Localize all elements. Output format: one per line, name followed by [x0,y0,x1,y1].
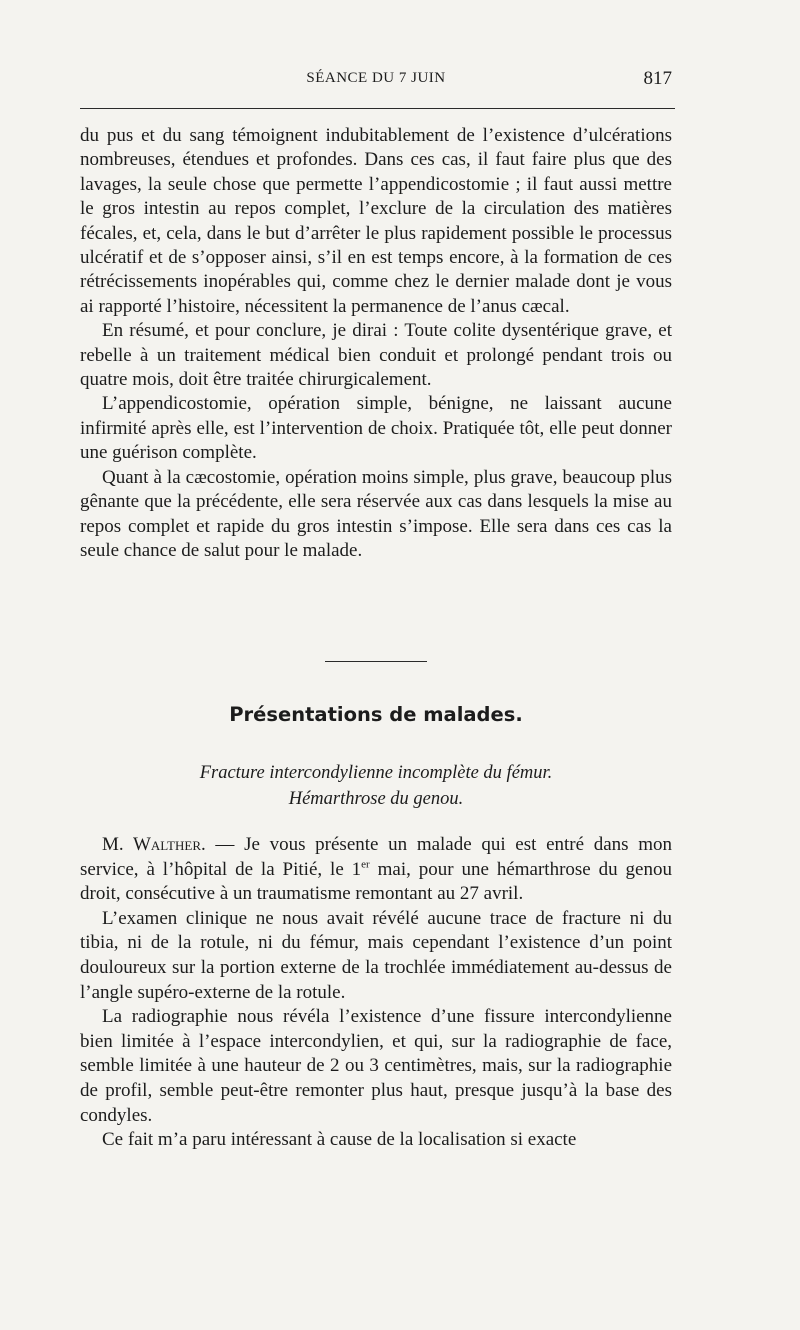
page-number: 817 [643,68,672,89]
ordinal-superscript: er [361,858,370,871]
presentation-text-a: — Je vous présente un malade qui est entré dans mon service, à l’hôpital de la Pitié, le 1 [80,834,673,880]
paragraph-appendicostomy: L’appendicostomie, opération simple, bénigne, ne laissant aucune infirmité après elle, est l’intervention de choix. Pratiquée tôt, elle peut donner une guérison complète. [80,393,672,464]
paragraph-caecostomy: Quant à la cæcostomie, opération moins simple, plus grave, beaucoup plus gênante que la précédente, elle sera réservée aux cas dans lesquels la mise au repos complet et rapide du gros intestin s’impose. Elle sera dans ces cas la seule chance de salut pour le malade. [80,466,672,561]
section-separator [325,661,427,662]
case-title-line-1: Fracture intercondylienne incomplète du fémur. [199,763,553,783]
continued-text [80,124,672,563]
case-report [80,833,672,1153]
presentation-text-b: mai, pour une hémarthrose du genou droit, consécutive à un traumatisme remontant au 27 avril. [80,858,672,905]
paragraph-interest: Ce fait m’a paru intéressant à cause de la localisation si exacte [102,1129,577,1151]
paragraph-continuation: du pus et du sang témoignent indubitablement de l’existence d’ulcérations nombreuses, étendues et profondes. Dans ces cas, il faut faire plus que des lavages, la seule chose que permette l’appendicostomie ; il faut aussi mettre le gros intestin au repos complet, l’exclure de la circulation des matières fécales, et, cela, dans le but d’arrêter le plus rapidement possible le processus ulcératif et de s’opposer ainsi, s’il en est temps encore, à la formation de ces rétrécissements inopérables qui, comme chez le dernier malade dont je vous ai rapporté l’histoire, nécessitent la permanence de l’anus cæcal. [80,125,672,317]
paragraph-conclusion: En résumé, et pour conclure, je dirai : Toute colite dysentérique grave, et rebelle à un traitement médical bien conduit et prolongé pendant trois ou quatre mois, doit être traitée chirurgicalement. [80,320,672,391]
case-title-line-2: Hémarthrose du genou. [288,789,464,809]
paragraph-radiography: La radiographie nous révéla l’existence d’une fissure intercondylienne bien limitée à l’espace intercondylien, et qui, sur la radiographie de face, semble limitée à une hauteur de 2 ou 3 centimètres, mais, sur la radiographie de profil, semble peut-être remonter plus haut, presque jusqu’à la base des condyles. [80,1006,672,1126]
section-heading: Présentations de malades. [229,703,523,726]
running-head [80,68,672,102]
paragraph-examination: L’examen clinique ne nous avait révélé aucune trace de fracture ni du tibia, ni de la rotule, ni du fémur, mais cependant l’existence d’un point douloureux sur la portion externe de la trochlée immédiatement au-dessus de l’angle supéro-externe de la rotule. [80,907,672,1003]
paragraph-presentation [80,833,672,907]
header-rule [80,108,675,109]
speaker-name: M. Walther. [102,834,206,855]
running-title: SÉANCE DU 7 JUIN [306,70,446,86]
